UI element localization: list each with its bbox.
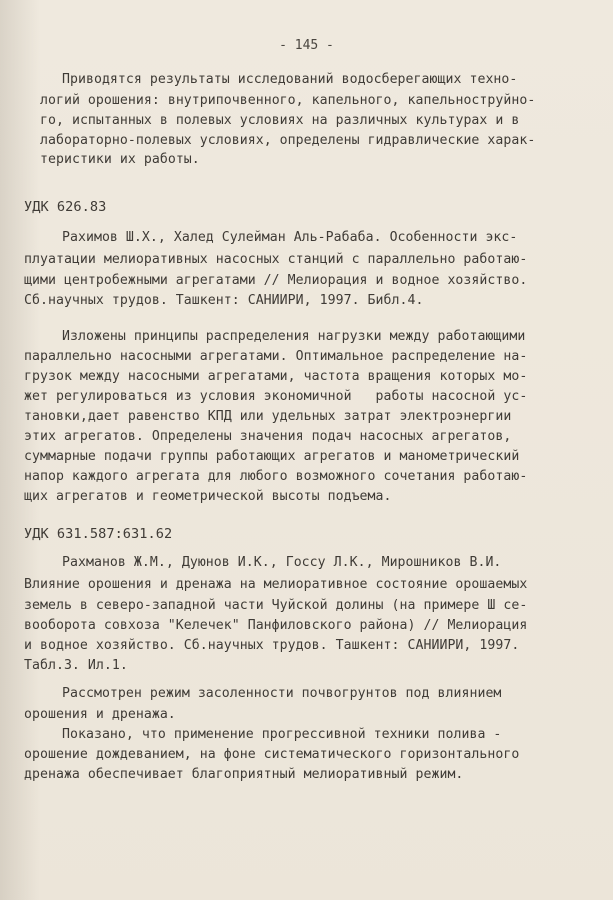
citation-line: плуатации мелиоративных насосных станций с параллельно работаю- [24, 252, 528, 267]
abstract-line: Показано, что применение прогрессивной техники полива - [62, 727, 502, 742]
text-line: логий орошения: внутрипочвенного, капельного, капельноструйно- [40, 93, 536, 108]
citation-line: Табл.3. Ил.1. [24, 658, 128, 673]
citation-line: Рахманов Ж.М., Дуюнов И.К., Госсу Л.К., Мирошников В.И. [62, 555, 502, 570]
abstract-line: дренажа обеспечивает благоприятный мелиоративный режим. [24, 767, 464, 782]
text-line: Приводятся результаты исследований водосберегающих техно- [62, 72, 518, 87]
abstract-line: грузок между насосными агрегатами, частота вращения которых мо- [24, 369, 528, 384]
text-line: лабораторно-полевых условиях, определены гидравлические харак- [40, 133, 536, 148]
abstract-line: параллельно насосными агрегатами. Оптимальное распределение на- [24, 349, 528, 364]
citation-line: щими центробежными агрегатами // Мелиорация и водное хозяйство. [24, 273, 528, 288]
citation-line: земель в северо-западной части Чуйской долины (на примере Ш се- [24, 598, 528, 613]
udk-code: УДК 626.83 [24, 199, 107, 215]
abstract-line: Изложены принципы распределения нагрузки между работающими [62, 329, 526, 344]
abstract-line: жет регулироваться из условия экономичной работы насосной ус- [24, 389, 528, 404]
udk-code: УДК 631.587:631.62 [24, 526, 173, 542]
abstract-line: щих агрегатов и геометрической высоты подъема. [24, 489, 392, 504]
abstract-line: суммарные подачи группы работающих агрегатов и манометрический [24, 449, 520, 464]
citation-line: Сб.научных трудов. Ташкент: САНИИРИ, 1997. Библ.4. [24, 293, 424, 308]
abstract-line: этих агрегатов. Определены значения подач насосных агрегатов, [24, 429, 512, 444]
abstract-line: тановки,дает равенство КПД или удельных затрат электроэнергии [24, 409, 512, 424]
abstract-line: орошения и дренажа. [24, 707, 176, 722]
abstract-line: напор каждого агрегата для любого возможного сочетания работаю- [24, 469, 528, 484]
citation-line: вооборота совхоза "Келечек" Панфиловского района) // Мелиорация [24, 618, 528, 633]
citation-line: и водное хозяйство. Сб.научных трудов. Ташкент: САНИИРИ, 1997. [24, 638, 520, 653]
citation-line: Рахимов Ш.Х., Халед Сулейман Аль-Рабаба. Особенности экс- [62, 230, 518, 245]
citation-line: Влияние орошения и дренажа на мелиоративное состояние орошаемых [24, 577, 528, 592]
abstract-line: орошение дождеванием, на фоне систематического горизонтального [24, 747, 520, 762]
page-number: - 145 - [279, 38, 334, 53]
text-line: го, испытанных в полевых условиях на различных культурах и в [40, 113, 520, 128]
text-line: теристики их работы. [40, 152, 200, 167]
abstract-line: Рассмотрен режим засоленности почвогрунтов под влиянием [62, 686, 502, 701]
